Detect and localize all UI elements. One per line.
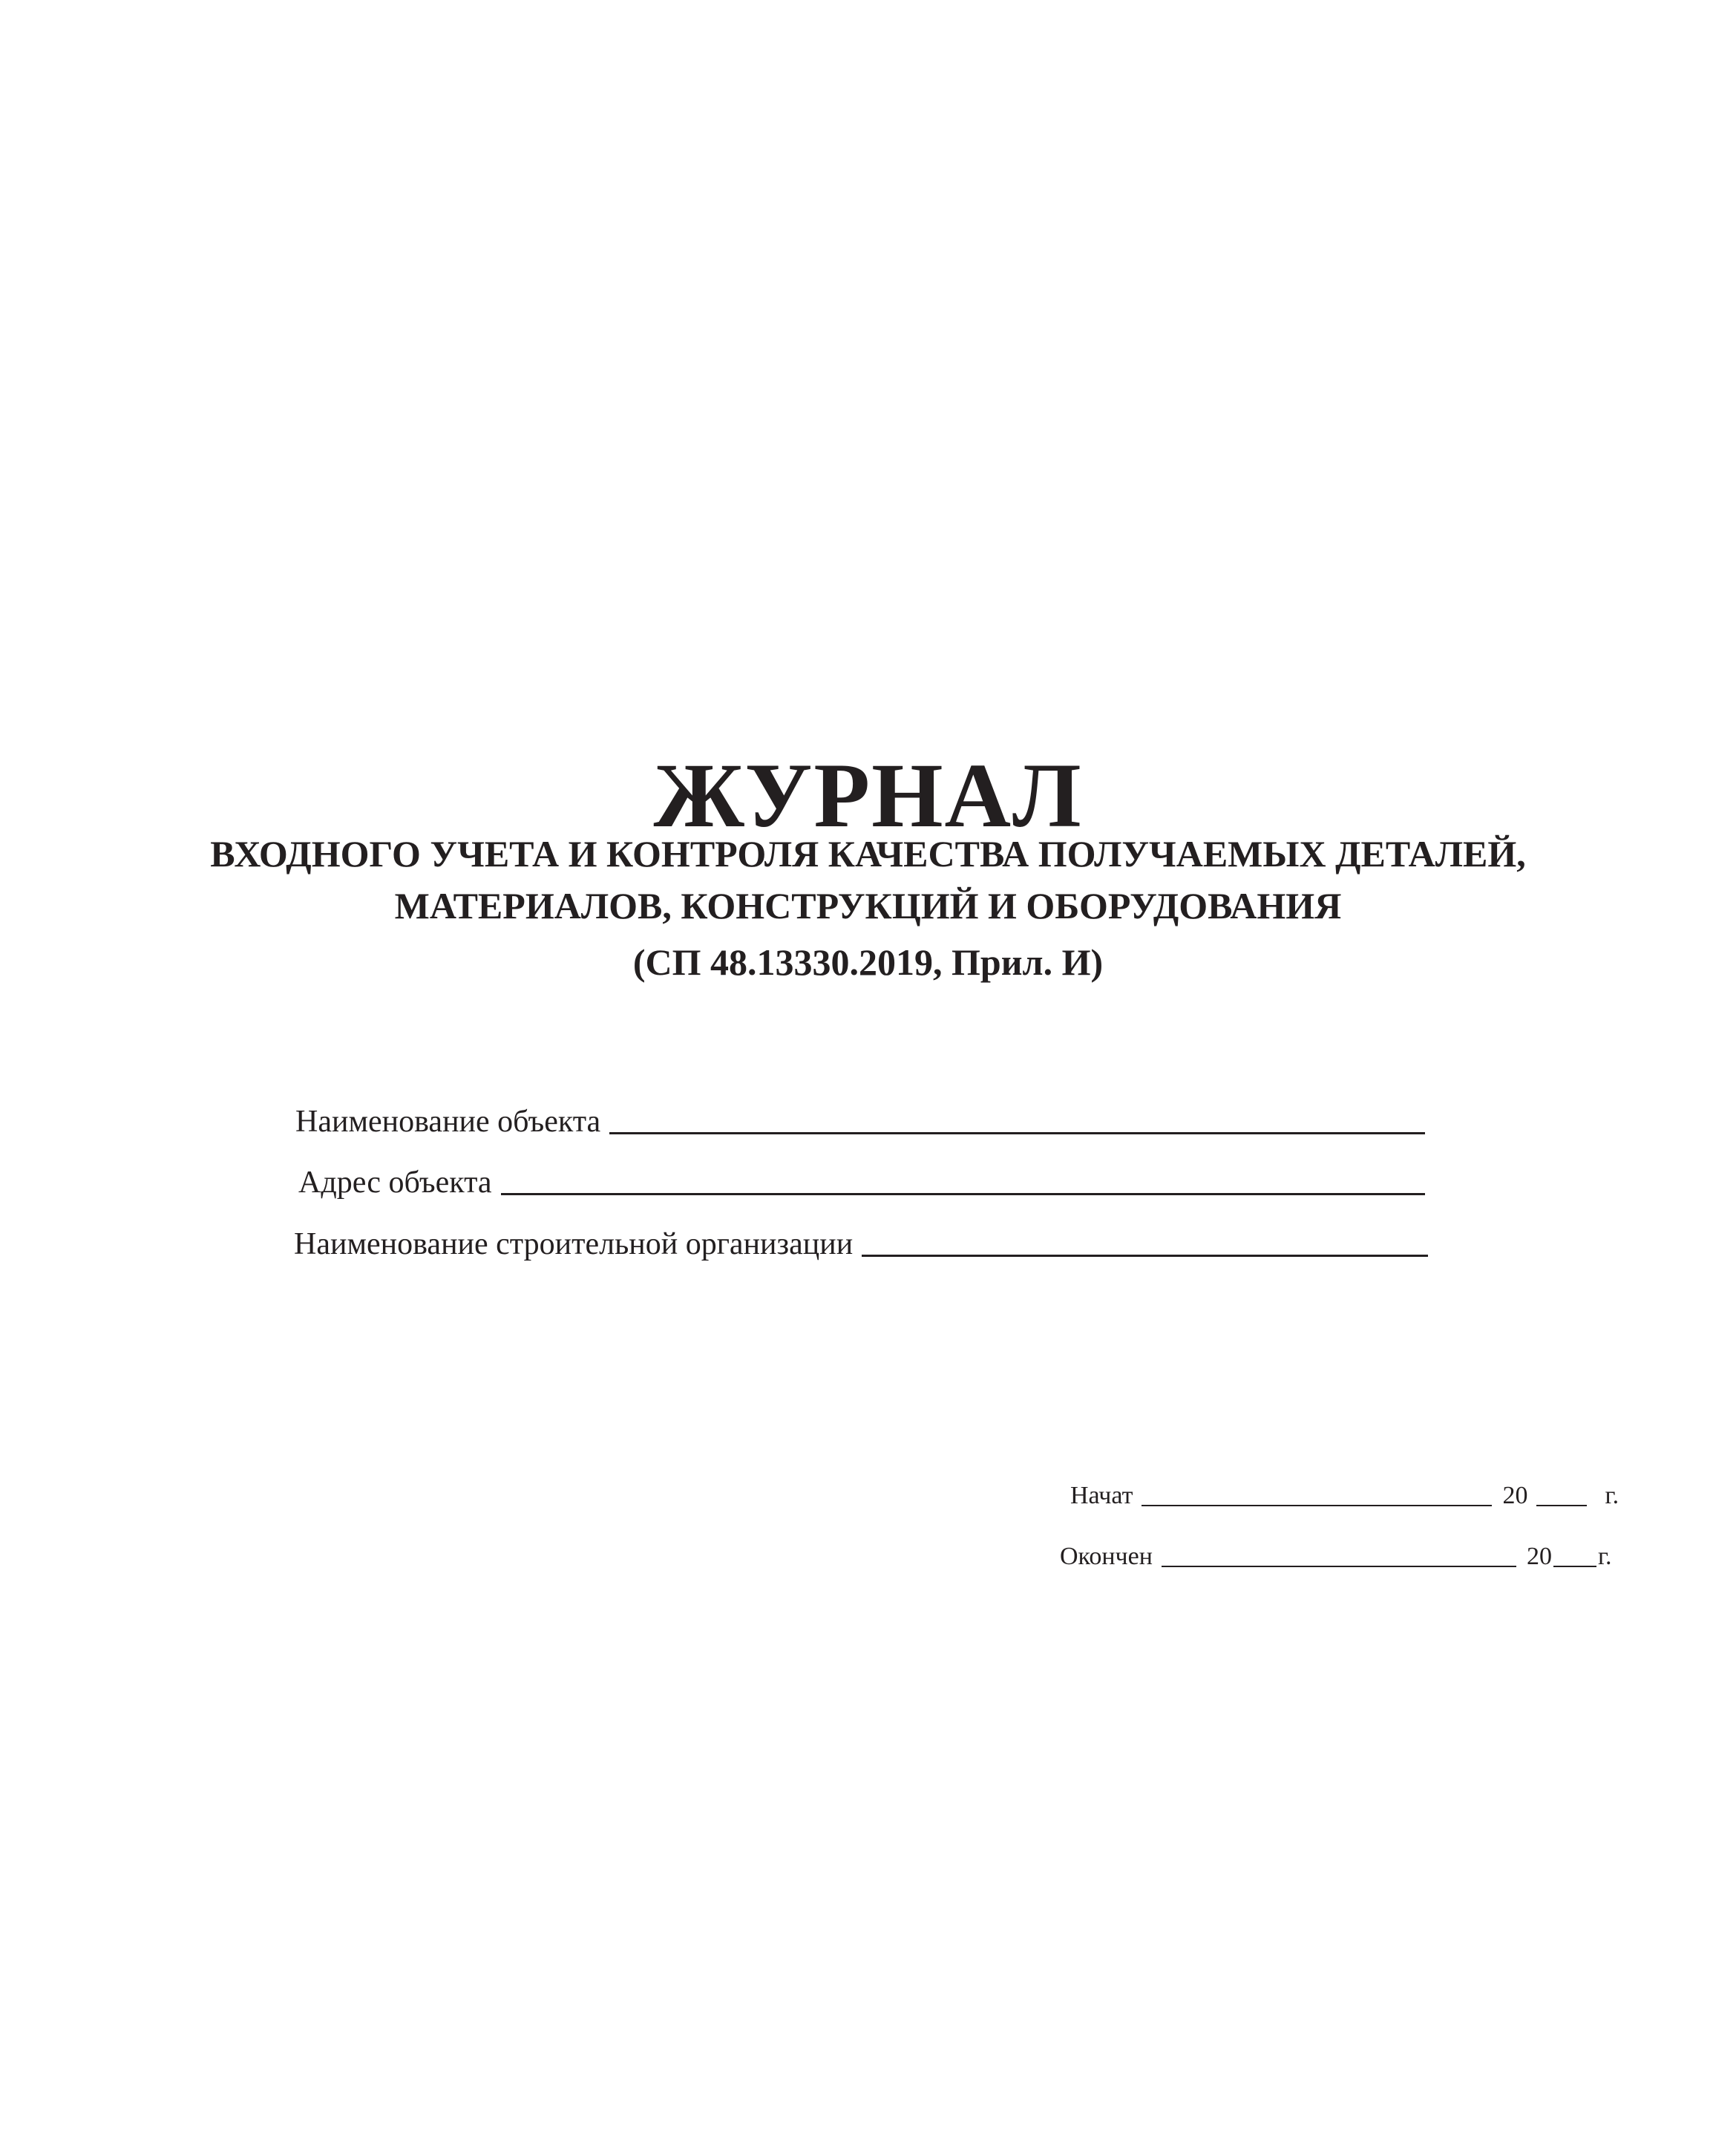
- started-date-field: [1070, 1480, 1619, 1511]
- object-name-field: [295, 1102, 1425, 1140]
- started-year-blank-line: [1536, 1483, 1587, 1506]
- journal-title: ЖУРНАЛ: [653, 745, 1083, 846]
- standard-reference: (СП 48.13330.2019, Прил. И): [632, 941, 1104, 983]
- object-address-blank-line: [501, 1166, 1425, 1195]
- finished-label: Окончен: [1060, 1543, 1153, 1570]
- journal-subtitle-line2: МАТЕРИАЛОВ, КОНСТРУКЦИЙ И ОБОРУДОВАНИЯ: [394, 885, 1342, 926]
- object-name-blank-line: [609, 1105, 1425, 1134]
- finished-date-blank-line: [1162, 1543, 1516, 1567]
- journal-subtitle-line1: ВХОДНОГО УЧЕТА И КОНТРОЛЯ КАЧЕСТВА ПОЛУЧАЕМЫХ ДЕТАЛЕЙ,: [210, 833, 1526, 875]
- organization-label: Наименование строительной организации: [294, 1227, 854, 1261]
- finished-year-blank-line: [1553, 1543, 1596, 1567]
- organization-blank-line: [862, 1228, 1428, 1257]
- started-century: 20: [1502, 1482, 1528, 1509]
- started-year-suffix: г.: [1605, 1482, 1619, 1509]
- started-label: Начат: [1070, 1482, 1133, 1509]
- started-date-blank-line: [1141, 1483, 1492, 1506]
- finished-year-suffix: г.: [1597, 1543, 1612, 1570]
- object-address-label: Адрес объекта: [298, 1166, 492, 1200]
- organization-field: [294, 1225, 1428, 1263]
- object-address-field: [298, 1163, 1425, 1201]
- finished-century: 20: [1526, 1543, 1552, 1570]
- object-name-label: Наименование объекта: [295, 1105, 601, 1139]
- finished-date-field: [1060, 1540, 1612, 1572]
